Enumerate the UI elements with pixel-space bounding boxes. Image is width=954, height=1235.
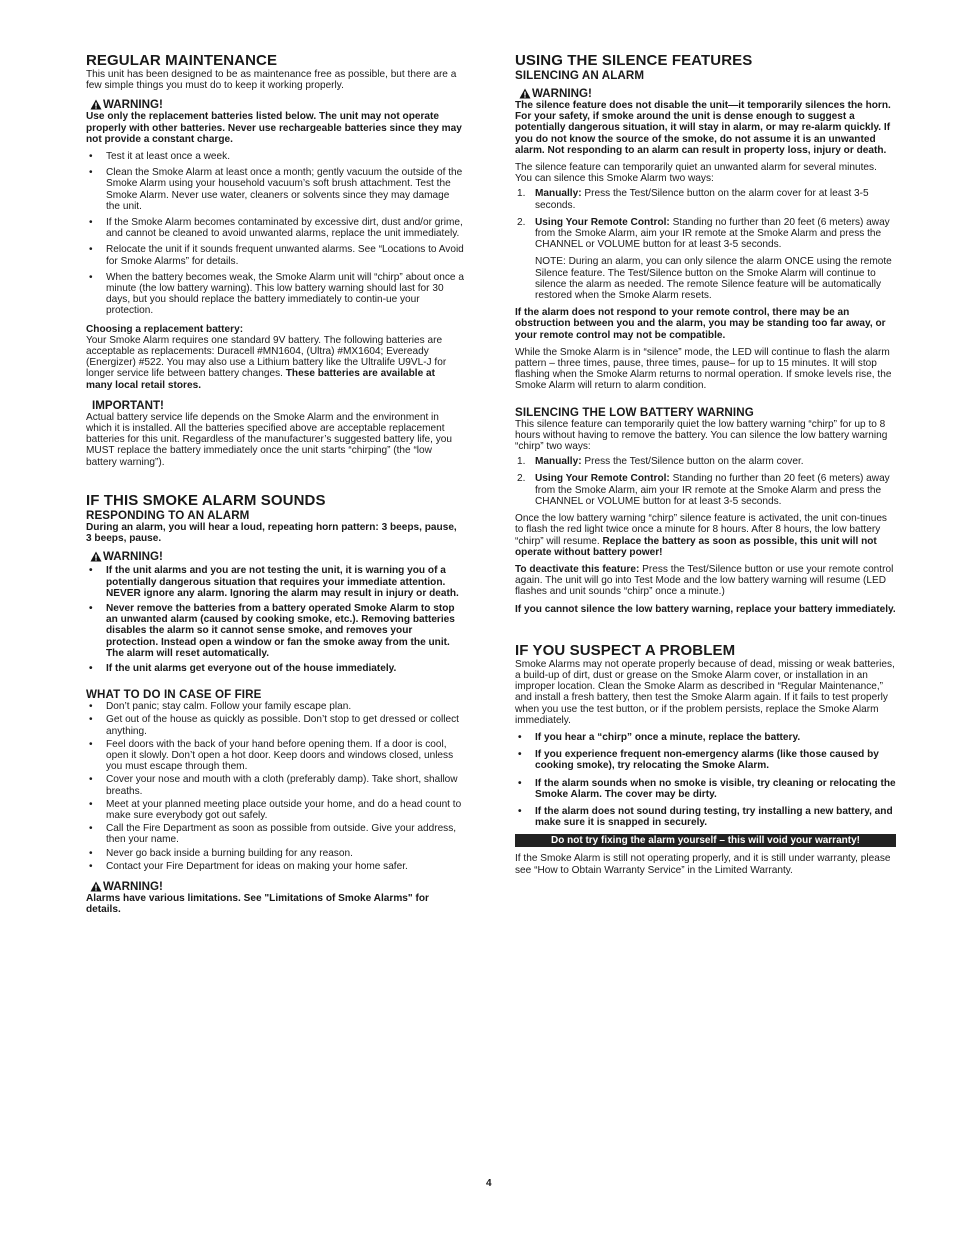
warranty-warning-banner: Do not try fixing the alarm yourself – this will void your warranty!: [515, 834, 896, 847]
list-item: • Never go back inside a burning building for any reason.: [86, 848, 464, 859]
list-item: • Cover your nose and mouth with a cloth (preferably damp). Take short, shallow breaths.: [86, 774, 464, 796]
list-item: [515, 456, 896, 467]
list-item: • If the unit alarms and you are not testing the unit, it is warning you of a potentially dangerous situation that requires your immediate attention. NEVER ignore any alarm. Ignoring the alarm may result in injury or death.: [86, 565, 464, 599]
page-number: 4: [486, 1178, 492, 1189]
battery-subheading: Choosing a replacement battery:: [86, 323, 244, 335]
battery-paragraph: [86, 335, 464, 391]
list-item: • Get out of the house as quickly as possible. Don’t stop to get dressed or collect anything.: [86, 714, 464, 736]
list-item: • If you experience frequent non-emergency alarms (like those caused by cooking smoke), try relocating the Smoke Alarm.: [515, 749, 896, 771]
low-battery-intro: This silence feature can temporarily quiet the low battery warning “chirp” for up to 8 hours without having to remove the battery. You can silence the low battery warning “chirp” two ways:: [515, 418, 888, 453]
step-number: 2.: [517, 216, 526, 228]
list-item: • Meet at your planned meeting place outside your home, and do a head count to make sure everybody got out safely.: [86, 799, 464, 821]
step-label: Manually:: [535, 188, 582, 200]
chirp-text: Once the low battery warning “chirp” silence feature is activated, the unit con-tinues to flash the red light twice once a minute for 8 hours. After 8 hours, the low battery “chirp” will resume.: [515, 513, 887, 547]
battery-bold-text: These batteries are available at many local retail stores.: [86, 368, 436, 391]
warning-label: WARNING!: [103, 550, 163, 564]
list-item: • Never remove the batteries from a battery operated Smoke Alarm to stop an unwanted alarm (caused by cooking smoke, etc.). Removing batteries disables the alarm so it cannot sense smoke, and removes your protection. Instead open a window or fan the smoke away from the unit. The alarm will reset automatically.: [86, 603, 464, 659]
step-label: Using Your Remote Control:: [535, 473, 670, 485]
list-item: • Call the Fire Department as soon as possible from outside. Give your address, then your name.: [86, 823, 464, 845]
fire-heading: WHAT TO DO IN CASE OF FIRE: [86, 688, 262, 702]
warning-label: WARNING!: [103, 879, 163, 893]
alarm-warning-list: [86, 565, 464, 674]
remote-warning-text: If the alarm does not respond to your remote control, there may be an obstruction between you and the alarm, you may be standing too far away, or your remote control may not be compatible.: [515, 307, 886, 341]
problem-list: [515, 732, 896, 828]
step-text: Press the Test/Silence button on the alarm cover for at least 3-5 seconds.: [535, 188, 869, 211]
list-item: • If the alarm sounds when no smoke is visible, try cleaning or relocating the Smoke Alarm. The cover may be dirty.: [515, 778, 896, 800]
problem-heading: IF YOU SUSPECT A PROBLEM: [515, 641, 736, 659]
list-item: • Test it at least once a week.: [86, 151, 464, 162]
alarm-note: NOTE: During an alarm, you can only silence the alarm ONCE using the remote Silence feature. The Test/Silence button on the Smoke Alarm will continue to silence the alarm as needed. The remote Silence feature will be automatically restored when the Smoke Alarm resets.: [535, 256, 892, 302]
cannot-silence-text: If you cannot silence the low battery warning, replace your battery immediately.: [515, 603, 896, 615]
step-label: Using Your Remote Control:: [535, 216, 670, 228]
step-number: 1.: [517, 456, 526, 468]
warning-triangle-icon: [519, 88, 531, 99]
step-number: 2.: [517, 473, 526, 485]
battery-text: Your Smoke Alarm requires one standard 9V battery. The following batteries are acceptable as replacements: Duracell #MN1604, (Ultra) #MX1604; Eveready (Energizer) #522. You may also use a Lithium battery like the Ultralife U9VL-J for longer service life between battery changes.: [86, 334, 447, 380]
silence-led-text: While the Smoke Alarm is in “silence” mode, the LED will continue to flash the alarm pattern – three times, pause, three times, pause– for up to 15 minutes. It will stop flashing when the Smoke Alarm returns to normal operation. If smoke levels rise, the Smoke Alarm will return to alarm condition.: [515, 346, 892, 392]
problem-intro: Smoke Alarms may not operate properly because of dead, missing or weak batteries, a build-up of dirt, dust or grease on the Smoke Alarm cover, or installation in an improper location. Clean the Smoke Alarm as described in “Regular Maintenance,” and install a fresh battery, then test the Smoke Alarm again. If it fails to test properly when you use the test button, or if the problem persists, replace the Smoke Alarm immediately.: [515, 658, 895, 726]
list-item: • If the alarm does not sound during testing, try installing a new battery, and make sure it is snapped in securely.: [515, 806, 896, 828]
list-item: • If you hear a “chirp” once a minute, replace the battery.: [515, 732, 896, 743]
limitations-warning: Alarms have various limitations. See "Limitations of Smoke Alarms" for details.: [86, 892, 429, 916]
deactivate-text: Press the Test/Silence button or use your remote control again. The unit will go into Test Mode and the low battery warning will resume (LED flashes and unit sounds “chirp” once a minute.): [515, 563, 894, 598]
warning-label: WARNING!: [103, 98, 163, 112]
silence-features-heading: USING THE SILENCE FEATURES: [515, 52, 753, 69]
battery-steps: [515, 456, 896, 507]
list-item: • Don’t panic; stay calm. Follow your family escape plan.: [86, 701, 464, 712]
list-item: • Contact your Fire Department for ideas on making your home safer.: [86, 861, 464, 872]
right-column: [515, 52, 896, 876]
fire-list: [86, 701, 464, 872]
maintenance-intro: This unit has been designed to be as maintenance free as possible, but there are a few simple things you must do to keep it working properly.: [86, 69, 457, 92]
step-text: Standing no further than 20 feet (6 meters) away from the Smoke Alarm, aim your IR remote at the Smoke Alarm and press the CHANNEL or VOLUME button for at least 3-5 seconds.: [535, 473, 890, 507]
warning-triangle-icon: [90, 551, 102, 562]
alarm-steps: [515, 188, 896, 250]
warning-heading: [86, 880, 464, 893]
warning-heading: [86, 98, 464, 111]
list-item: [515, 188, 896, 210]
list-item: • Relocate the unit if it sounds frequent unwanted alarms. See “Locations to Avoid for Smoke Alarms” for details.: [86, 244, 464, 266]
alarm-sounds-heading: IF THIS SMOKE ALARM SOUNDS: [86, 491, 326, 509]
low-battery-heading: SILENCING THE LOW BATTERY WARNING: [515, 405, 754, 419]
battery-warning-text: Use only the replacement batteries listed below. The unit may not operate properly with other batteries. Never use rechargeable batteries since they may not provide a constant charge.: [86, 111, 462, 145]
warranty-text: If the Smoke Alarm is still not operating properly, and it is still under warranty, please see “How to Obtain Warranty Service” in the Limited Warranty.: [515, 853, 891, 876]
silence-warning-text: The silence feature does not disable the unit—it temporarily silences the horn. For your safety, if smoke around the unit is dense enough to suggest a potentially dangerous situation, it will stay in alarm, or may re-alarm quickly. If you do not know the source of the smoke, do not assume it is an unwanted alarm. Not responding to an alarm can result in property loss, injury or death.: [515, 100, 891, 156]
warning-triangle-icon: [90, 99, 102, 110]
warning-heading: [86, 550, 464, 563]
warning-heading: [515, 87, 896, 100]
chirp-bold-text: Replace the battery as soon as possible, this unit will not operate without battery power!: [515, 535, 877, 558]
silence-intro: The silence feature can temporarily quiet an unwanted alarm for several minutes. You can silence this Smoke Alarm two ways:: [515, 162, 877, 185]
important-heading: IMPORTANT!: [92, 398, 164, 412]
step-label: Manually:: [535, 456, 582, 468]
list-item: • Feel doors with the back of your hand before opening them. If a door is cool, open it slowly. Don’t open a hot door. Keep doors and windows closed, unless you must escape through them.: [86, 739, 464, 773]
list-item: • When the battery becomes weak, the Smoke Alarm unit will “chirp” about once a minute (the low battery warning). This low battery warning should last for 30 days, but you should replace the battery immediately to contin-ue your protection.: [86, 272, 464, 317]
step-text: Standing no further than 20 feet (6 meters) away from the Smoke Alarm, aim your IR remote at the Smoke Alarm and press the CHANNEL or VOLUME button for at least 3-5 seconds.: [535, 216, 890, 251]
list-item: • If the Smoke Alarm becomes contaminated by excessive dirt, dust and/or grime, and cannot be cleaned to avoid unwanted alarms, replace the unit immediately.: [86, 217, 464, 239]
deactivate-paragraph: [515, 564, 896, 598]
warning-triangle-icon: [90, 881, 102, 892]
responding-heading: RESPONDING TO AN ALARM: [86, 508, 250, 522]
regular-maintenance-heading: REGULAR MAINTENANCE: [86, 52, 278, 69]
responding-text: During an alarm, you will hear a loud, repeating horn pattern: 3 beeps, pause, 3 beeps, pause.: [86, 521, 457, 545]
list-item: • If the unit alarms get everyone out of the house immediately.: [86, 663, 464, 674]
warning-label: WARNING!: [532, 87, 592, 100]
left-column: [86, 52, 464, 915]
step-text: Press the Test/Silence button on the alarm cover.: [584, 456, 804, 468]
maintenance-list: [86, 151, 464, 317]
important-text: Actual battery service life depends on the Smoke Alarm and the environment in which it is installed. All the batteries specified above are acceptable replacement batteries for this unit. Regardless of the manufacturer’s suggested battery life, you MUST replace the battery immediately once the unit starts “chirping” (the “low battery warning”).: [86, 411, 453, 468]
deactivate-label: To deactivate this feature:: [515, 563, 640, 575]
step-number: 1.: [517, 188, 526, 200]
list-item: [515, 473, 896, 507]
list-item: [515, 217, 896, 251]
silencing-alarm-heading: SILENCING AN ALARM: [515, 69, 645, 82]
chirp-paragraph: [515, 513, 896, 558]
list-item: • Clean the Smoke Alarm at least once a month; gently vacuum the outside of the Smoke Alarm using your household vacuum’s soft brush attachment. Test the Smoke Alarm. Never use water, cleaners or solvents since they may damage the unit.: [86, 167, 464, 212]
